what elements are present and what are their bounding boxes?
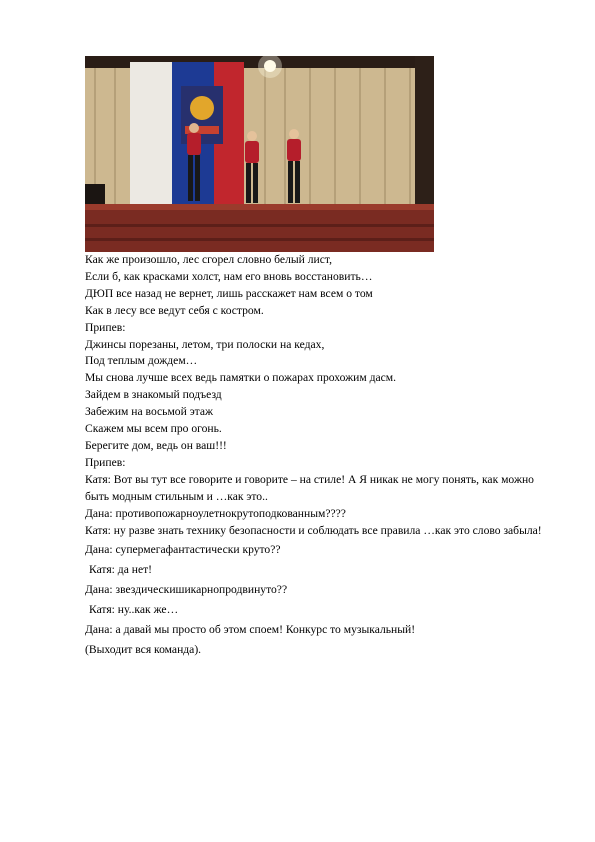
text-line: Мы снова лучше всех ведь памятки о пожарах прохожим дасм. <box>85 371 397 385</box>
stage-floor <box>85 204 434 252</box>
dialogue-line: Дана: противопожарноулетнокрутоподкованным???? <box>85 506 346 520</box>
stage-performance-photo <box>85 56 434 252</box>
dialogue-line: Дана: звездическишикарнопродвинуто?? <box>85 583 288 597</box>
text-line: Как в лесу все ведут себя с костром. <box>85 303 264 317</box>
dialogue-line: Дана: а давай мы просто об этом споем! Конкурс то музыкальный! <box>85 623 416 637</box>
text-line: Берегите дом, ведь он ваш!!! <box>85 438 227 452</box>
chorus-label: Припев: <box>85 320 126 334</box>
chorus-label: Припев: <box>85 455 126 469</box>
dialogue-line: Катя: ну..как же… <box>89 603 179 617</box>
text-line: Забежим на восьмой этаж <box>85 405 214 419</box>
flag-white-stripe <box>130 62 172 208</box>
photo-illustration <box>85 56 434 252</box>
lyrics-and-dialogue <box>85 252 555 659</box>
text-line: Зайдем в знакомый подъезд <box>85 388 222 402</box>
stage-direction: (Выходит вся команда). <box>85 642 202 656</box>
text-line: Джинсы порезаны, летом, три полоски на кедах, <box>85 337 325 351</box>
text-line: Под теплым дождем… <box>85 354 198 368</box>
text-line: ДЮП все назад не вернет, лишь расскажет нам всем о том <box>85 286 373 300</box>
text-line: Если б, как красками холст, нам его вновь восстановить… <box>85 269 373 283</box>
dialogue-line: Катя: Вот вы тут все говорите и говорите – на стиле! А Я никак не могу понять, как можно быть модным стильным и …как это.. <box>85 472 534 503</box>
dialogue-line: Дана: супермегафантастически круто?? <box>85 543 281 557</box>
text-line: Как же произошло, лес сгорел словно белый лист, <box>85 253 332 266</box>
text-line: Скажем мы всем про огонь. <box>85 422 222 436</box>
dialogue-line: Катя: ну разве знать технику безопасности и соблюдать все правила …как это слово забыла! <box>85 523 542 537</box>
dialogue-line: Катя: да нет! <box>89 563 153 577</box>
